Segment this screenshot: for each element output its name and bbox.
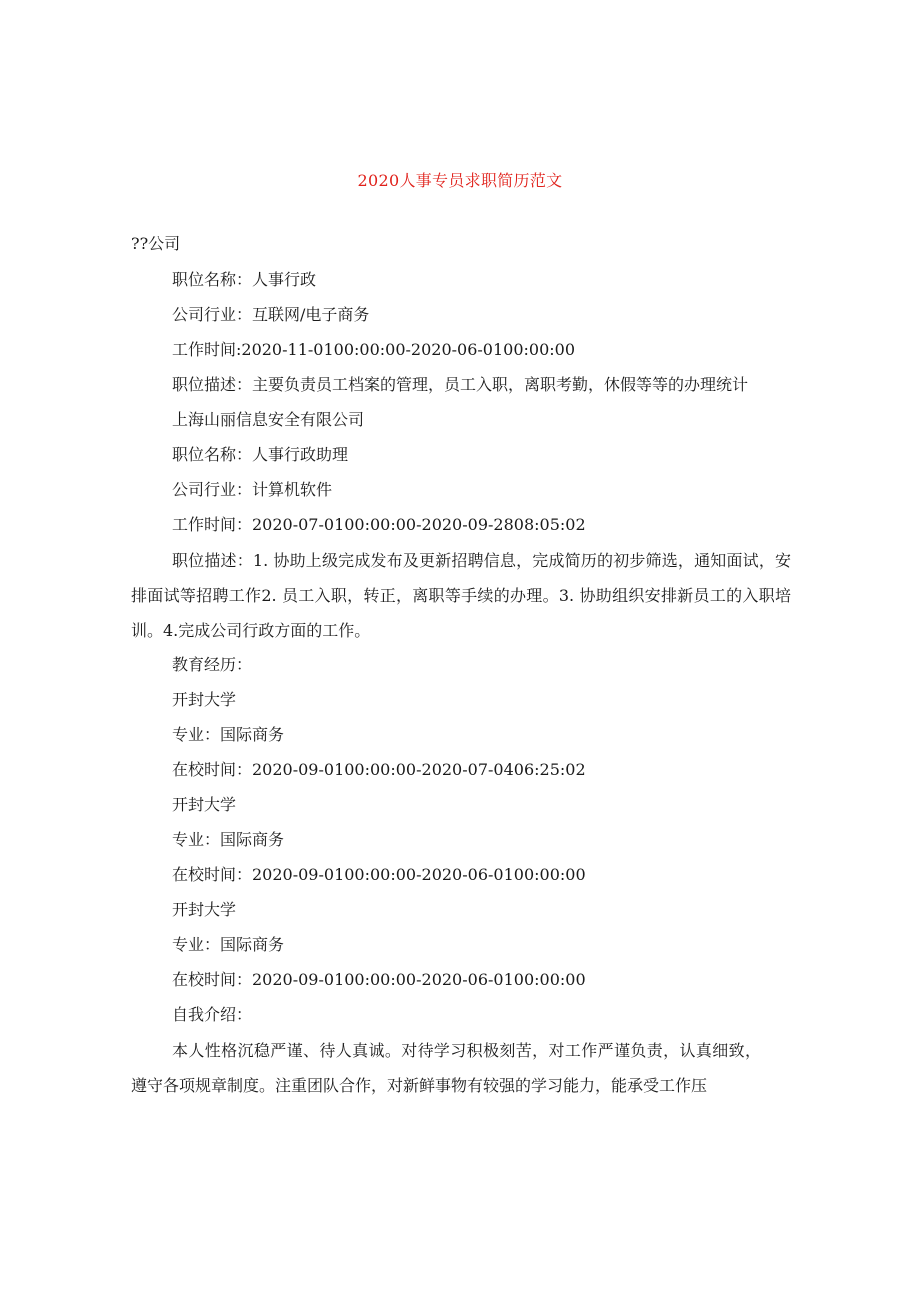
company-1-position: 职位名称：人事行政 xyxy=(172,270,317,289)
education-time: 在校时间：2020-09-0100:00:00-2020-07-0406:25:02 xyxy=(172,760,586,779)
education-major: 专业：国际商务 xyxy=(172,935,285,954)
education-major: 专业：国际商务 xyxy=(172,830,285,849)
company-1-name: ??公司 xyxy=(131,234,181,253)
company-2-industry: 公司行业：计算机软件 xyxy=(172,480,333,499)
education-school: 开封大学 xyxy=(172,900,237,919)
document-title: 2020人事专员求职简历范文 xyxy=(357,171,563,190)
education-time: 在校时间：2020-09-0100:00:00-2020-06-0100:00:00 xyxy=(172,865,586,884)
self-intro-heading: 自我介绍： xyxy=(172,1005,253,1024)
company-1-industry: 公司行业：互联网/电子商务 xyxy=(172,305,370,324)
education-heading: 教育经历： xyxy=(172,655,253,674)
self-intro-text: 本人性格沉稳严谨、待人真诚。对待学习积极刻苦，对工作严谨负责，认真细致，遵守各项规章制度。注重团队合作，对新鲜事物有较强的学习能力，能承受工作压 xyxy=(131,1041,761,1095)
company-2-description: 职位描述：1. 协助上级完成发布及更新招聘信息，完成简历的初步筛选，通知面试，安排面试等招聘工作2. 员工入职，转正，离职等手续的办理。3. 协助组织安排新员工的入职培训。4.完成公司行政方面的工作。 xyxy=(131,551,791,640)
education-school: 开封大学 xyxy=(172,690,237,709)
company-1-time: 工作时间:2020-11-0100:00:00-2020-06-0100:00:00 xyxy=(172,340,576,359)
company-2-time: 工作时间：2020-07-0100:00:00-2020-09-2808:05:02 xyxy=(172,515,586,534)
education-school: 开封大学 xyxy=(172,795,237,814)
company-2-name: 上海山丽信息安全有限公司 xyxy=(172,410,365,429)
company-1-description: 职位描述：主要负责员工档案的管理，员工入职，离职考勤，休假等等的办理统计 xyxy=(172,375,749,394)
company-2-position: 职位名称：人事行政助理 xyxy=(172,445,349,464)
education-major: 专业：国际商务 xyxy=(172,725,285,744)
education-time: 在校时间：2020-09-0100:00:00-2020-06-0100:00:00 xyxy=(172,970,586,989)
